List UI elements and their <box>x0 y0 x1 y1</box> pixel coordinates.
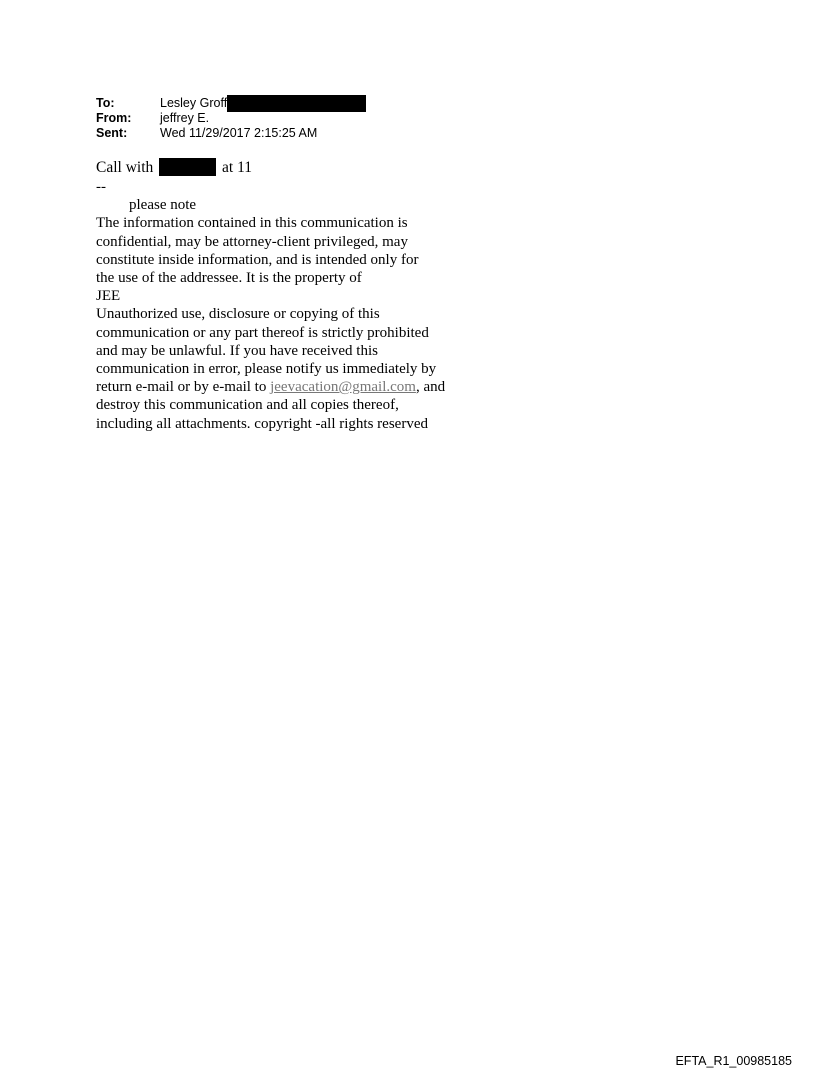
disclaimer-line: communication in error, please notify us immediately by <box>96 361 437 378</box>
call-line <box>96 158 496 178</box>
closing-line: including all attachments. copyright -all rights reserved <box>96 415 428 432</box>
sent-label: Sent: <box>96 126 128 140</box>
redaction-box <box>227 95 366 112</box>
disclaimer-line: and may be unlawful. If you have received this <box>96 342 378 359</box>
disclaimer-line: communication or any part thereof is strictly prohibited <box>96 324 429 341</box>
return-line-prefix: return e-mail or by e-mail to <box>96 379 271 396</box>
header-sent-row <box>96 126 317 141</box>
disclaimer-line: Unauthorized use, disclosure or copying of this <box>96 306 380 323</box>
disclaimer-line: constitute inside information, and is intended only for <box>96 251 419 268</box>
from-label: From: <box>96 111 132 125</box>
header-from-row <box>96 111 209 126</box>
email-link[interactable]: jeevacation@gmail.com <box>270 379 416 396</box>
please-note: please note <box>129 197 197 214</box>
return-line-suffix: , and <box>415 379 446 396</box>
header-to-row <box>96 96 366 112</box>
to-label: To: <box>96 96 115 110</box>
from-value: jeffrey E. <box>160 111 210 125</box>
call-prefix: Call with <box>96 159 154 176</box>
sent-value: Wed 11/29/2017 2:15:25 AM <box>160 126 318 140</box>
disclaimer-line: The information contained in this communication is <box>96 215 408 232</box>
disclaimer-line: the use of the addressee. It is the property of <box>96 270 362 287</box>
return-line <box>96 378 496 396</box>
to-value: Lesley Groff <box>160 96 228 110</box>
call-suffix: at 11 <box>222 159 253 176</box>
disclaimer-line: JEE <box>96 288 121 305</box>
separator: -- <box>96 179 106 195</box>
closing-line: destroy this communication and all copies thereof, <box>96 397 399 414</box>
disclaimer-line: confidential, may be attorney-client privileged, may <box>96 233 408 250</box>
document-id: EFTA_R1_00985185 <box>675 1054 792 1068</box>
redaction-box <box>159 158 216 176</box>
email-body <box>96 158 496 433</box>
